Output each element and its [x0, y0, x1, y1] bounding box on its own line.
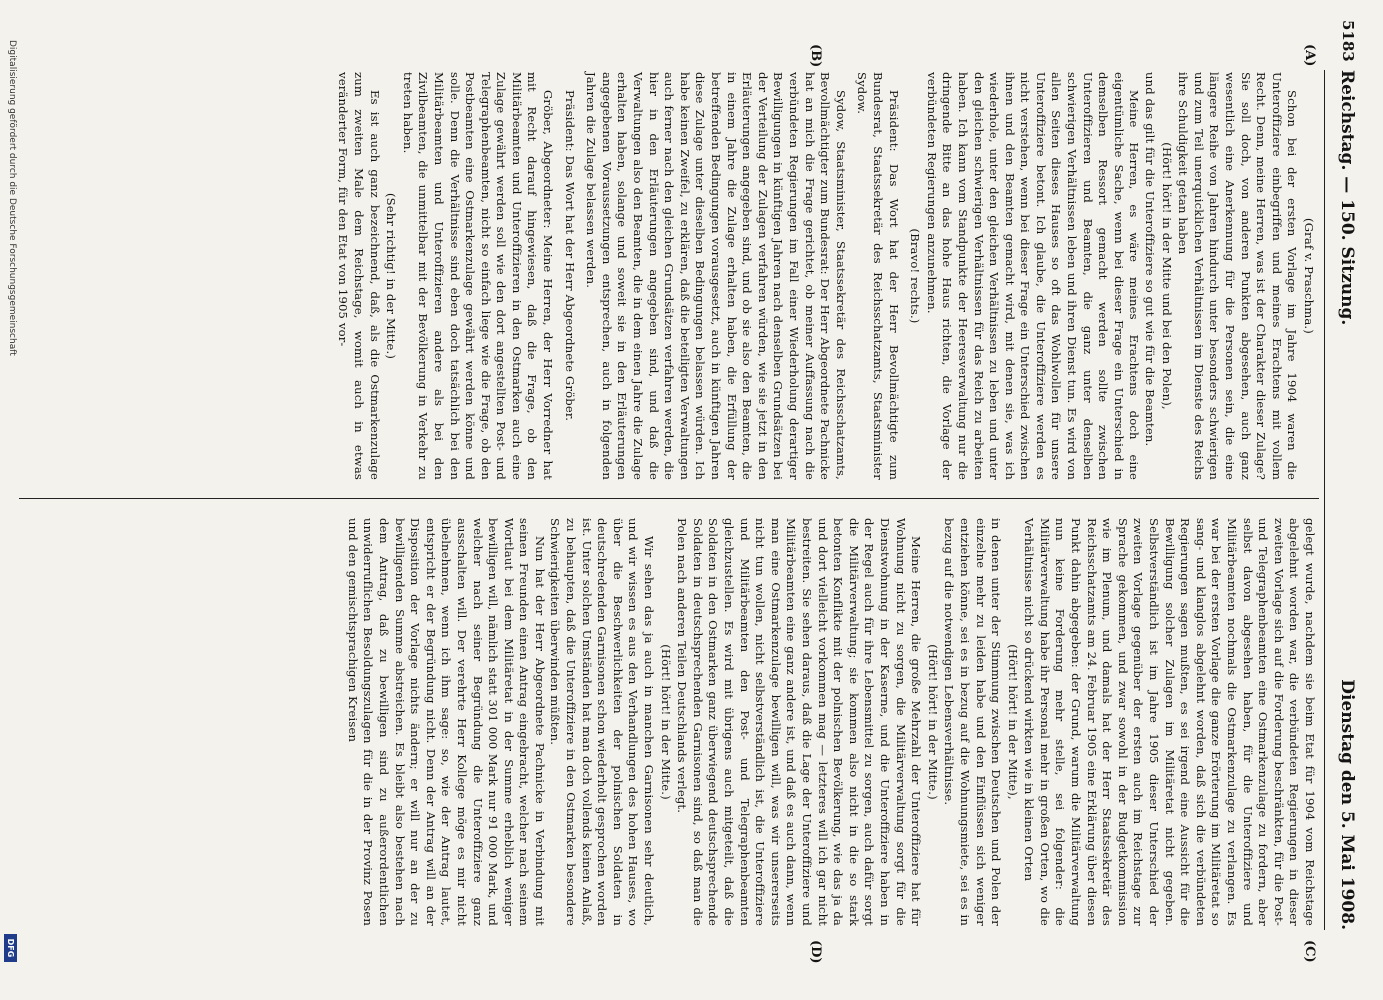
paragraph: gelegt wurde, nachdem sie beim Etat für 1904 vom Reichstage abgelehnt worden war, die verbündeten Regierungen in dieser zweiten Vorlage sich auf die Forderung beschränkten, für die Post- und Telegraphenbeamten eine Ostmarkenzulage zu fordern, aber selbst davon abgesehen haben, für die Unteroffiziere und Militärbeamten nochmals die Ostmarkenzulage zu verlangen. Es war bei der ersten Vorlage die ganze Erörterung im Militäretat so sang- und klanglos abgelehnt worden, daß sich die verbündeten Regierungen sagen mußten, es sei irgend eine Aussicht für die Bewilligung solcher Zulagen im Militäretat nicht gegeben. Selbstverständlich ist im Jahre 1905 dieser Unterschied der zweiten Vorlage gegenüber der ersten auch im Reichstage zur Sprache gekommen, und zwar sowohl in der Budgetkommission wie im Plenum, und damals hat der Herr Staatssekretär des Reichsschatzamts am 24. Februar 1905 eine Erklärung über diesen Punkt dahin abgegeben: der Grund, warum die Militärverwaltung nun keine Forderung mehr stelle, sei folgender: die Militärverwaltung habe ihr Personal mehr in großen Orten, wo die Verhältnisse nicht so drückend wirkten wie in kleinen Orten: [1022, 518, 1317, 926]
header-rule: [1324, 70, 1325, 930]
paragraph: Sydow, Staatsminister, Staatssekretär des Reichsschatzamts, Bevollmächtigter zum Bundesrat: Der Herr Abgeordnete Pachnicke hat an mich die Frage gerichtet, ob meiner Auffassung nach die verbündeten Regierungen im Fall einer Wiederholung derartiger Bewilligungen in künftigen Jahren nach denselben Grundsätzen bei der Verteilung der Zulagen verfahren würden, wie sie jetzt in den Erläuterungen angegeben sind, und ob sie also den Beamten, die in einem Jahre die Zulage erhalten haben, die Erfüllung der betreffenden Bedingungen vorausgesetzt, auch in künftigen Jahren diese Zulage unter dieselben Bedingungen belassen würden. Ich habe keinen Zweifel, zu erklären, daß die beteiligten Verwaltungen auch ferner nach den gleichen Grundsätzen verfahren werden, die hier in den Erläuterungen angegeben sind, und daß die Verwaltungen also den Beamten, die in dem einen Jahre die Zulage erhalten haben, solange und soweit sie in den Erläuterungen angegebenen Voraussetzungen entsprechen, auch in folgenden Jahren die Zulage belassen werden.: [584, 72, 848, 480]
paragraph: Wir sehen das ja auch in manchen Garnisonen sehr deutlich, und wir wissen es aus den Verhandlungen des hohen Hauses, wo über die Beschwerlichkeiten der polnischen Soldaten in deutschredenden Garnisonen schon wiederholt gesprochen worden ist. Unter solchen Umständen hat man doch vollends keinen Anlaß, zu behaupten, daß die Unteroffiziere in den Ostmarken besondere Schwierigkeiten überwinden müßten.: [548, 518, 657, 926]
left-column: [335, 72, 1317, 480]
dfg-logo: DFG: [4, 934, 17, 962]
header-left-title: Reichstag. — 150. Sitzung.: [1337, 70, 1357, 326]
interjection: (Hört! hört! in der Mitte.): [925, 644, 940, 800]
paragraph: Gröber, Abgeordneter: Meine Herren, der Herr Vorredner hat mit Recht darauf hingewiesen, daß die Frage, ob den Militärbeamten und Unteroffizieren in den Ostmarken auch eine Zulage gewährt werden soll wie den dort angestellten Post- und Telegraphenbeamten, nicht so einfach liege wie die Frage, ob den Postbeamten eine Ostmarkenzulage gewährt werden könne und solle. Denn die Verhältnisse sind eben doch tatsächlich bei den Militärbeamten und Unteroffizieren andere als bei den Zivilbeamten, die unmittelbar mit der Bevölkerung in Verkehr zu treten haben.: [400, 72, 556, 480]
interjection: (Hört! hört! in der Mitte.): [658, 644, 673, 800]
speaker-attribution: (Graf v. Praschma.): [1302, 218, 1316, 334]
paragraph: und das gilt für die Unteroffiziere so gut wie für die Beamten.: [1143, 72, 1158, 447]
interjection: (Bravo! rechts.): [908, 228, 923, 324]
page-header: [1331, 20, 1361, 930]
paragraph: Nun hat der Herr Abgeordnete Pachnicke in Verbindung mit seinen Freunden einen Antrag eingebracht, welcher nach seinem Wortlaut bei dem Militäretat in der Summe erheblich weniger bewilligen will, nämlich statt 301 000 Mark nur 91 000 Mark, und welcher nach seiner Begründung die Unteroffiziere ganz ausschalten will. Der verehrte Herr Kollege möge es mir nicht übelnehmen, wenn ich ihm sage: so, wie der Antrag lautet, entspricht er der Begründung nicht. Denn der Antrag will an der Disposition der Vorlage nichts ändern; er will nur an der zu bewilligenden Summe abstreichen. Es bleibt also bestehen nach dem Antrag, daß zu bewilligen sind zu außerordentlichen unwiderruflichen Besoldungszulagen für die in der Provinz Posen und den gemischtsprachigen Kreisen: [345, 518, 547, 926]
margin-marker-b: (B): [808, 44, 823, 68]
page-footer: [1, 40, 17, 980]
interjection: (Hört! hört! in der Mitte),: [1005, 644, 1020, 800]
header-right-title: Dienstag den 5. Mai 1908.: [1337, 679, 1357, 930]
paragraph: in denen unter der Stimmung zwischen Deutschen und Polen der einzelne mehr zu leiden habe und den Einflüssen sich weniger entziehen könne, sei es in bezug auf die Wohnungsmiete, sei es in bezug auf die notwendigen Lebensverhältnisse.: [942, 518, 1004, 926]
paragraph: Präsident: Das Wort hat der Herr Abgeordnete Gröber.: [562, 90, 577, 422]
margin-marker-c: (C): [1302, 940, 1317, 963]
margin-marker-a: (A): [1302, 44, 1317, 67]
paragraph: Präsident: Das Wort hat der Herr Bevollmächtigte zum Bundesrat, Staatssekretär des Reichsschatzamts, Staatsminister Sydow.: [855, 72, 901, 480]
right-column: [344, 518, 1317, 926]
column-divider: [19, 498, 1319, 499]
paragraph: Schon bei der ersten Vorlage im Jahre 1904 waren die Unteroffiziere einbegriffen und meines Erachtens mit vollem Recht. Denn, meine Herren, was ist der Charakter dieser Zulage? Sie soll doch, von anderen Punkten abgesehen, auch ganz wesentlich eine Anerkennung für die Personen sein, die eine längere Reihe von Jahren hindurch unter besonders schwierigen und zum Teil unerquicklichen Verhältnissen im Dienste des Reichs ihre Schuldigkeit getan haben: [1176, 72, 1300, 480]
interjection: (Sehr richtig! in der Mitte.): [384, 192, 399, 360]
margin-marker-d: (D): [808, 940, 823, 964]
paragraph: Meine Herren, die große Mehrzahl der Unteroffiziere hat für Wohnung nicht zu sorgen, die Militärverwaltung sorgt für die Dienstwohnung in der Kaserne, und die Unteroffiziere haben in der Regel auch für ihre Lebensmittel zu sorgen, auch dafür sorgt die Militärverwaltung; sie kommen also nicht in die so stark betonten Konflikte mit der polnischen Bevölkerung, wie das ja da und dort vielleicht vorkommen mag — letzteres will ich gar nicht bestreiten. Sie sehen daraus, daß die Lage der Unteroffiziere und Militärbeamten eine ganz andere ist, und daß es auch dann, wenn man eine Ostmarkenzulage bewilligen will, was wir unsererseits nicht tun wollen, nicht selbstverständlich ist, die Unteroffiziere und Militärbeamten den Post- und Telegraphenbeamten gleichzustellen. Es wird mit übrigens auch mitgeteilt, daß die Soldaten in den Ostmarken ganz überwiegend deutschsprechende Soldaten in deutschsprechenden Garnisonen sind, so daß man die Polen nach anderen Teilen Deutschlands verlegt.: [675, 518, 924, 926]
interjection: (Hört! hört! in der Mitte und bei den Polen),: [1159, 142, 1174, 410]
paragraph: Meine Herren, es wäre meines Erachtens doch eine eigentümliche Sache, wenn bei dieser Frage ein Unterschied in demselben Ressort gemacht werden sollte zwischen Unteroffizieren und Beamten, die ganz unter denselben schwierigen Verhältnissen leben und ihren Dienst tun. Es wird von allen Seiten dieses Hauses so oft das Wohlwollen für unsere Unteroffiziere betont. Ich glaube, die Unteroffiziere werden es nicht verstehen, wenn bei dieser Frage ein Unterschied zwischen ihnen und den Beamten gemacht wird, mit denen sie, was ich wiederhole, unter den gleichen Verhältnissen zu leben und unter den gleichen schwierigen Verhältnissen für das Reich zu arbeiten haben. Ich kann vom Standpunkte der Heeresverwaltung nur die dringende Bitte an das hohe Haus richten, die Vorlage der verbündeten Regierungen anzunehmen.: [924, 72, 1142, 480]
page-number: 5183: [1339, 20, 1357, 62]
paragraph: Es ist auch ganz bezeichnend, daß, als die Ostmarkenzulage zum zweiten Male dem Reichstage, womit auch in etwas veränderter Form, für den Etat von 1905 vor-: [336, 72, 382, 480]
digitization-note: Digitalisierung gefördert durch die Deutsche Forschungsgemeinschaft: [7, 40, 17, 356]
